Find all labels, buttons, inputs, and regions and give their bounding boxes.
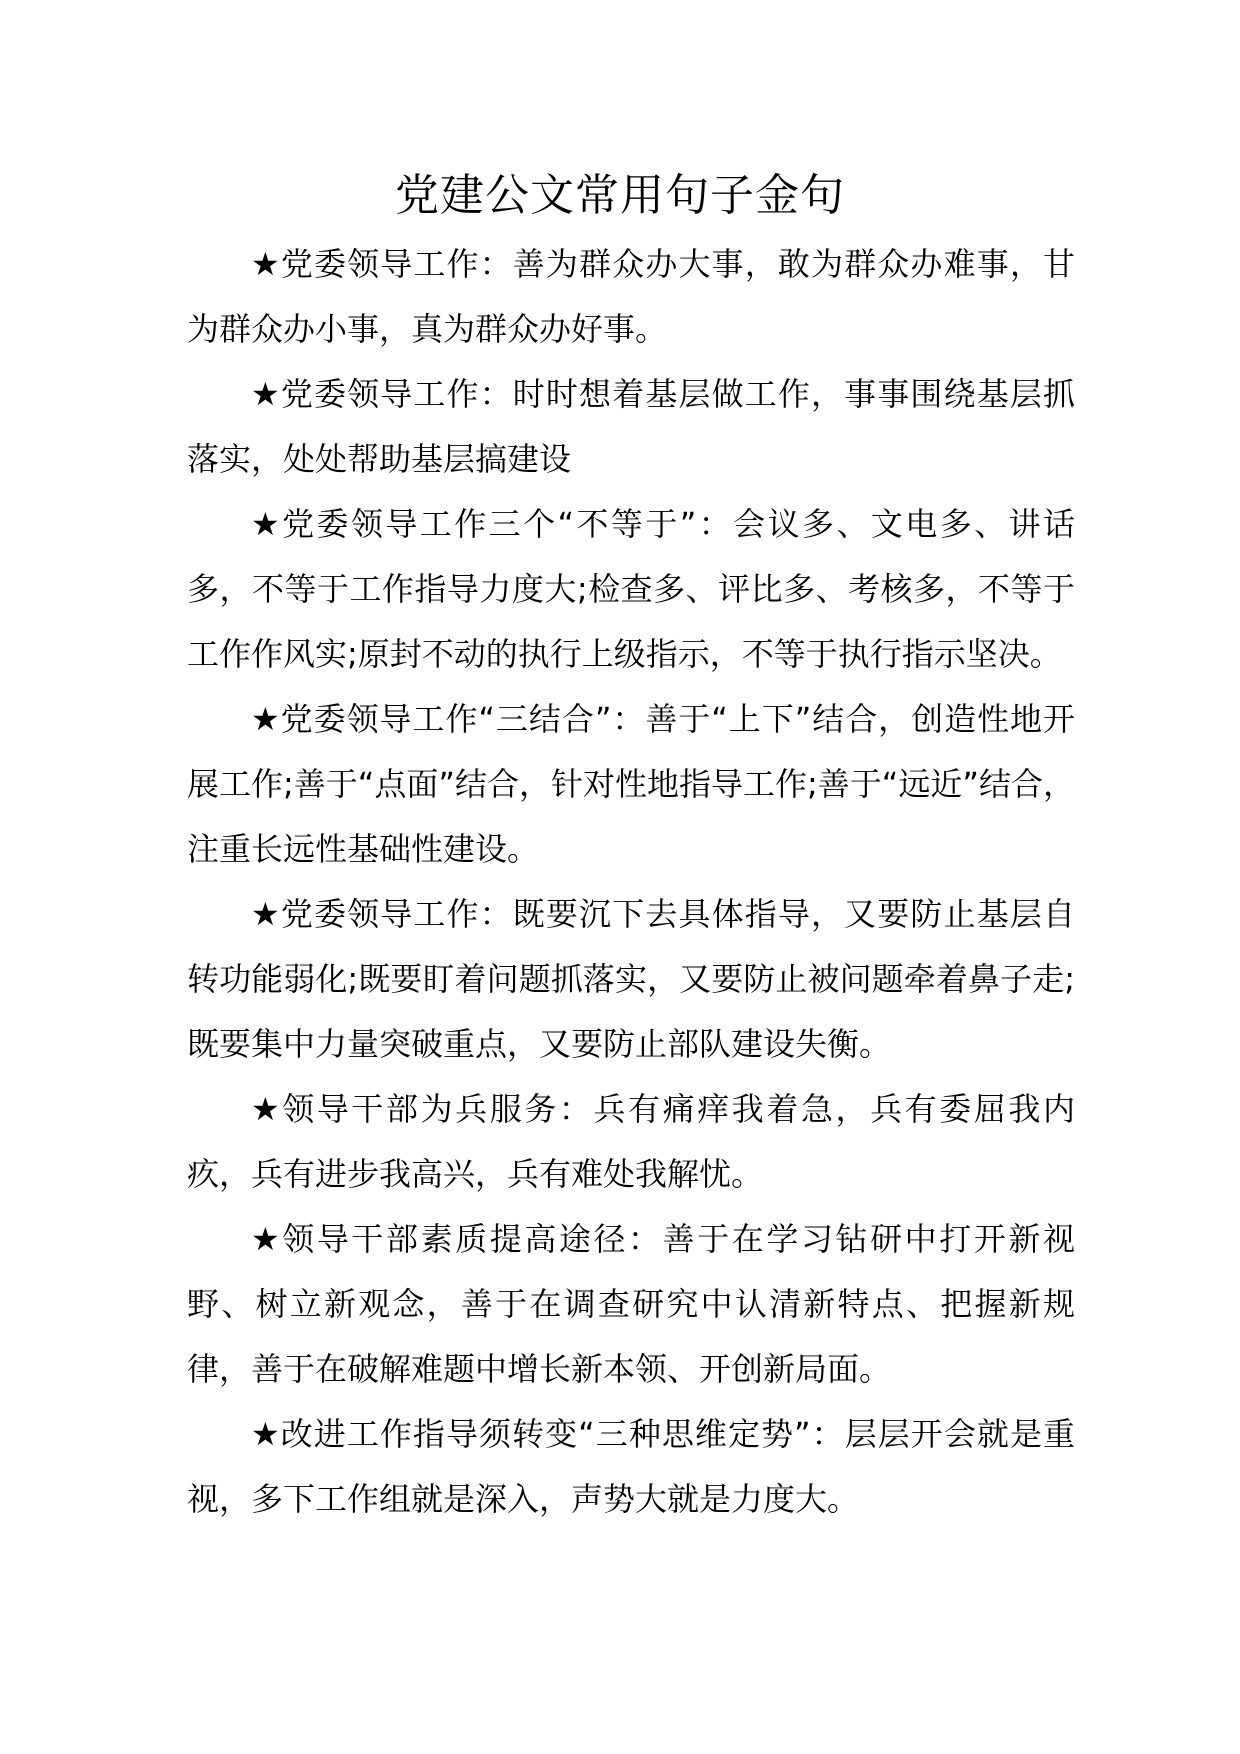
paragraph: ★党委领导工作：善为群众办大事，敢为群众办难事，甘为群众办小事，真为群众办好事。 bbox=[187, 245, 1075, 348]
paragraph: ★领导干部素质提高途径：善于在学习钻研中打开新视野、树立新观念，善于在调查研究中认清新特点、把握新规律，善于在破解难题中增长新本领、开创新局面。 bbox=[187, 1220, 1075, 1388]
paragraph: ★党委领导工作“三结合”：善于“上下”结合，创造性地开展工作;善于“点面”结合，针对性地指导工作;善于“远近”结合，注重长远性基础性建设。 bbox=[187, 700, 1075, 868]
paragraph: ★领导干部为兵服务：兵有痛痒我着急，兵有委屈我内疚，兵有进步我高兴，兵有难处我解忧。 bbox=[187, 1090, 1075, 1193]
paragraph: ★改进工作指导须转变“三种思维定势”：层层开会就是重视，多下工作组就是深入，声势大就是力度大。 bbox=[187, 1415, 1075, 1518]
paragraph: ★党委领导工作：时时想着基层做工作，事事围绕基层抓落实，处处帮助基层搞建设 bbox=[187, 375, 1075, 478]
document-body bbox=[187, 232, 1075, 1532]
paragraph: ★党委领导工作三个“不等于”：会议多、文电多、讲话多，不等于工作指导力度大;检查多、评比多、考核多，不等于工作作风实;原封不动的执行上级指示，不等于执行指示坚决。 bbox=[187, 505, 1075, 673]
document-title: 党建公文常用句子金句 bbox=[395, 170, 845, 221]
paragraph: ★党委领导工作：既要沉下去具体指导，又要防止基层自转功能弱化;既要盯着问题抓落实，又要防止被问题牵着鼻子走;既要集中力量突破重点，又要防止部队建设失衡。 bbox=[187, 895, 1075, 1063]
